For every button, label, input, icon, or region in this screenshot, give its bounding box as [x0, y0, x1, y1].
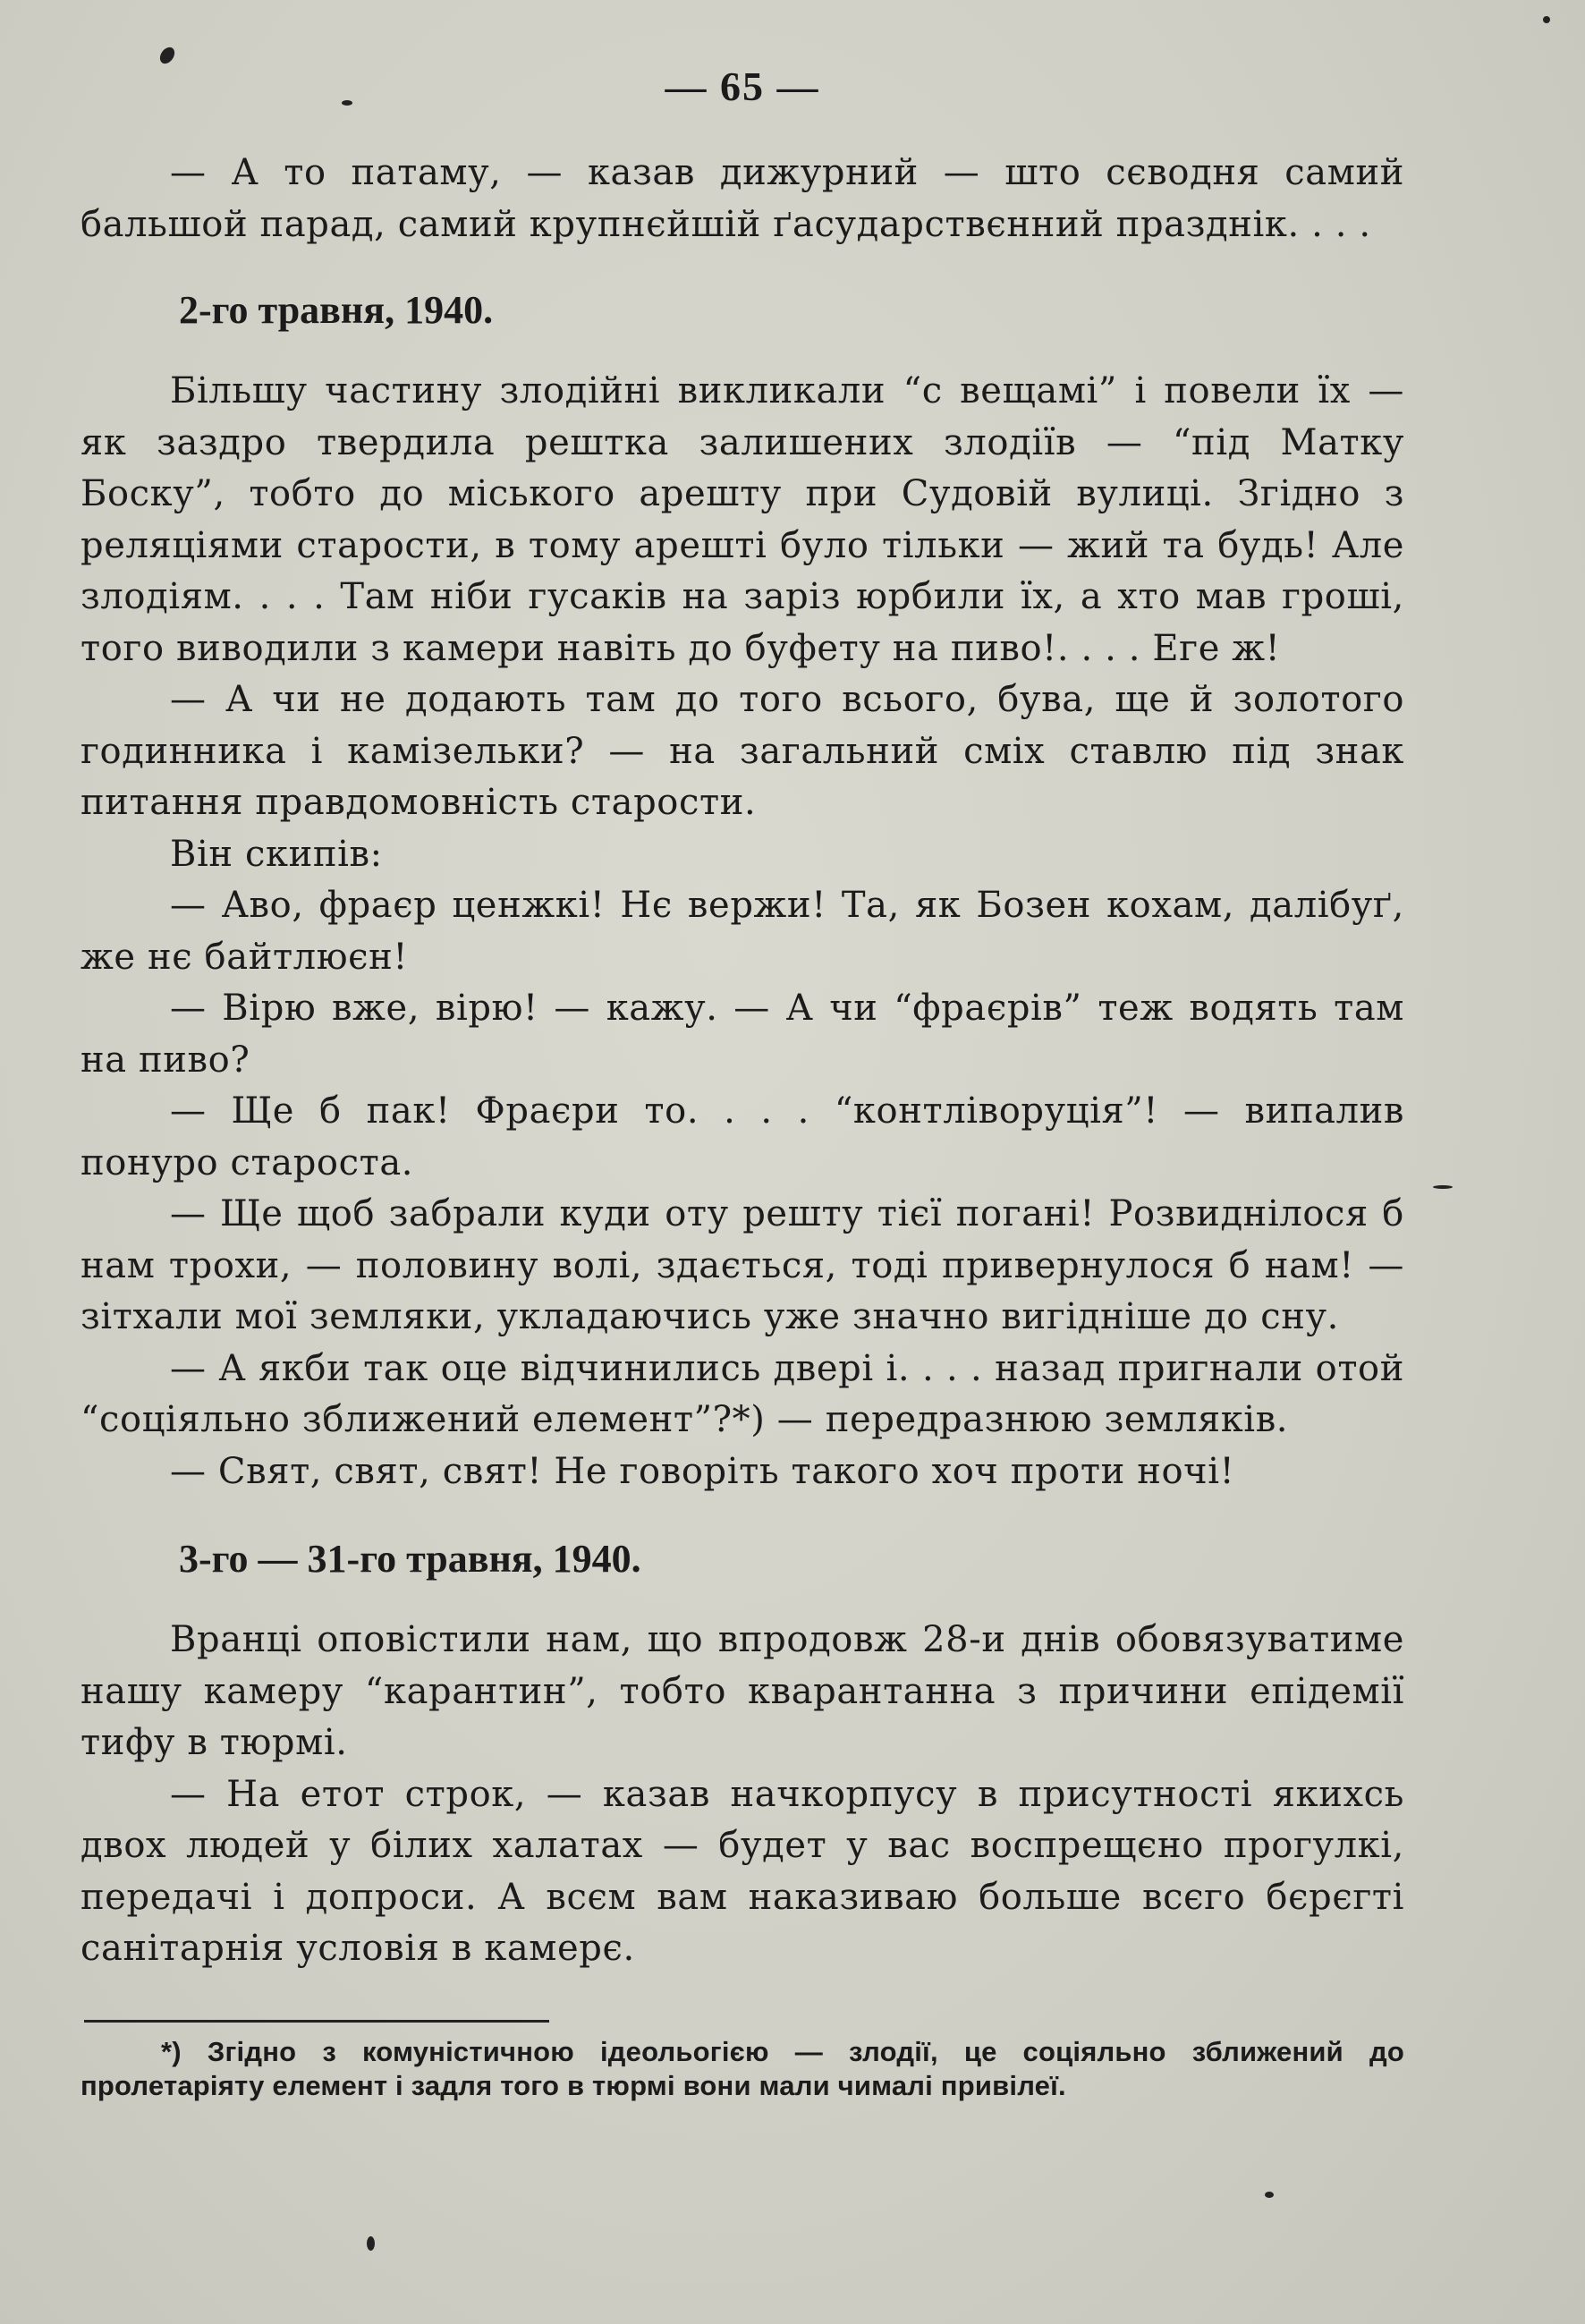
- paragraph: Більшу частину злодійні викликали “с вещамі” і повели їх — як заздро твердила решткa залишених злодіїв — “під Матку Боску”, тобто до міського арешту при Судовій вулиці. Згідно з реляціями старости, в тому арешті було тільки — жий та будь! Але злодіям. . . . Там ніби гусаків на заріз юрбили їх, а хто мав гроші, того виводили з камери навіть до буфету на пиво!. . . . Еге ж!: [81, 370, 1404, 669]
- paragraph: — На етот строк, — казав начкорпусу в присутності якихсь двох людей у білих халатах — будет у вас воспрещєно прогулкі, передачі і допроси. А всєм вам наказиваю больше всєго бєрєгті санітарнія условія в камерє.: [81, 1773, 1404, 1969]
- paragraph: — Ще б пак! Фраєри то. . . . “контліворуція”! — випалив понуро староста.: [81, 1090, 1404, 1183]
- paragraph: — Вірю вже, вірю! — кажу. — А чи “фраєрів” теж водять там на пиво?: [81, 988, 1404, 1081]
- paragraph: — А то патаму, — казав дижурний — што сєводня самий бальшой парад, самий крупнєйшій ґасударствєнний празднік. . . .: [81, 152, 1404, 245]
- paragraph: — А якби так оце відчинились двері і. . . . назад пригнали отой “соціяльно зближений елемент”?*) — передразнюю земляків.: [81, 1347, 1404, 1440]
- ink-speck: [367, 2236, 375, 2251]
- footnote-separator: [84, 2020, 549, 2023]
- paragraph: — Аво, фраєр ценжкі! Нє вержи! Та, як Бозен кохам, далібуґ, же нє байтлюєн!: [81, 885, 1404, 978]
- ink-speck: [1433, 1185, 1453, 1189]
- diary-date-heading: 2-го травня, 1940.: [179, 288, 494, 332]
- paragraph: Вранці оповістили нам, що впродовж 28-и днів обовязуватиме нашу камеру “карантин”, тобто кварантанна з причини епідемії тифу в тюрмі.: [81, 1619, 1404, 1763]
- paragraph: — А чи не додають там до того всього, бува, ще й золотого годинника і камізельки? — на загальний сміх ставлю під знак питання правдомовність старости.: [81, 679, 1404, 823]
- ink-speck: [1543, 16, 1550, 23]
- page-number: — 65 —: [665, 64, 820, 109]
- paragraph: Він скипів:: [170, 833, 383, 875]
- ink-speck: [342, 100, 352, 106]
- ink-speck: [1265, 2192, 1274, 2198]
- page-body: [81, 148, 1404, 2103]
- paragraph: — Свят, свят, свят! Не говоріть такого хоч проти ночі!: [170, 1450, 1235, 1492]
- diary-date-heading: 3-го — 31-го травня, 1940.: [179, 1537, 641, 1581]
- paragraph: — Ще щоб забрали куди оту решту тієї погані! Розвиднілося б нам трохи, — половину волі, здається, тоді привернулося б нам! — зітхали мої земляки, укладаючись уже значно вигідніше до сну.: [81, 1193, 1404, 1337]
- footnote: *) Згідно з комуністичною ідеольогією — злодії, це соціяльно зближений до пролетаріяту елемент і задля того в тюрмі вони мали чималі привілеї.: [81, 2035, 1404, 2101]
